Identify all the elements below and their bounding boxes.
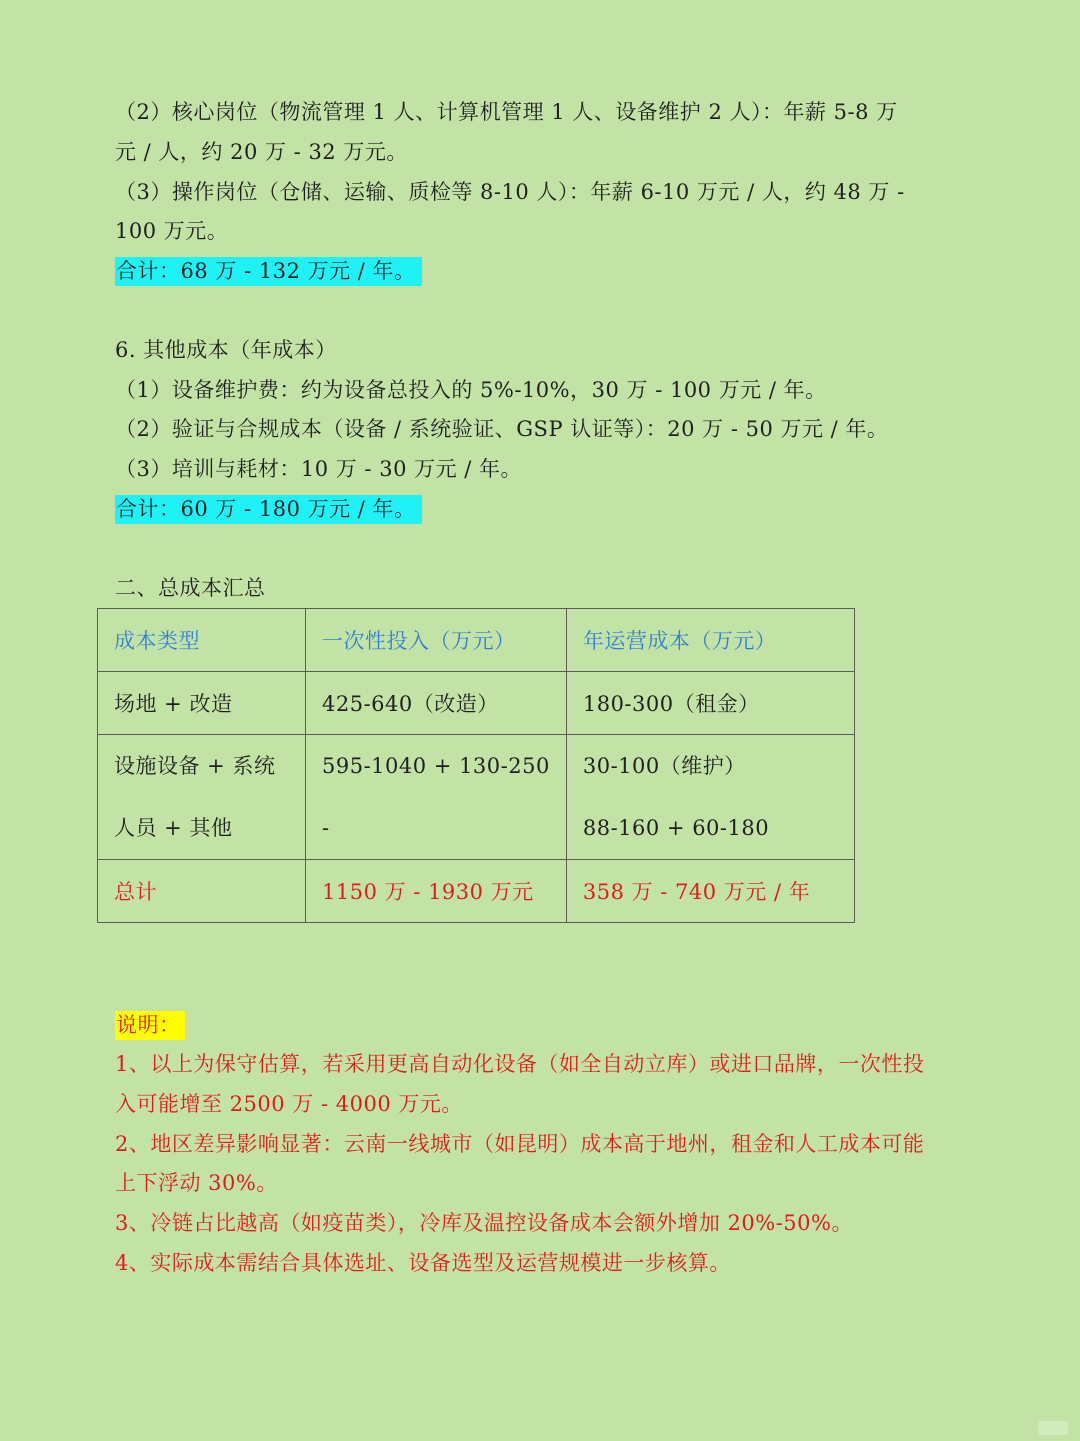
row1-one-time: 425-640（改造） [306, 672, 567, 735]
section6-item3: （3）培训与耗材：10 万 - 30 万元 / 年。 [115, 457, 523, 481]
section5-line3: （3）操作岗位（仓储、运输、质检等 8-10 人）：年薪 6-10 万元 / 人，约 48 万 - [115, 180, 905, 204]
section5-line4: 100 万元。 [115, 219, 229, 243]
table-header-row [98, 609, 855, 672]
row2a-type: 设施设备 + 系统 [114, 754, 276, 778]
notes-label: 说明： [115, 1011, 185, 1040]
header-cost-type: 成本类型 [98, 609, 306, 672]
notes-label-line [115, 1005, 970, 1045]
note3: 3、冷链占比越高（如疫苗类），冷库及温控设备成本会额外增加 20%-50%。 [115, 1211, 853, 1235]
section6-item1: （1）设备维护费：约为设备总投入的 5%-10%，30 万 - 100 万元 / 年。 [115, 378, 827, 402]
section6-total: 合计：60 万 - 180 万元 / 年。 [115, 495, 422, 524]
row2a-annual: 30-100（维护） [582, 754, 746, 778]
note1-line1: 1、以上为保守估算，若采用更高自动化设备（如全自动立库）或进口品牌，一次性投 [115, 1052, 925, 1076]
section6-item2: （2）验证与合规成本（设备 / 系统验证、GSP 认证等）：20 万 - 50 万元 / 年。 [115, 417, 889, 441]
watermark-badge [1038, 1421, 1068, 1435]
total-annual: 358 万 - 740 万元 / 年 [566, 860, 854, 923]
section5-line2: 元 / 人，约 20 万 - 32 万元。 [115, 140, 408, 164]
row1-annual: 180-300（租金） [566, 672, 854, 735]
row2b-type: 人员 + 其他 [114, 816, 233, 840]
row2-type-cell [98, 735, 306, 860]
table-row [98, 672, 855, 735]
table-total-row [98, 860, 855, 923]
header-one-time-investment: 一次性投入（万元） [306, 609, 567, 672]
row2-annual-cell [566, 735, 854, 860]
summary-heading: 二、总成本汇总 [115, 576, 266, 600]
note1-line2: 入可能增至 2500 万 - 4000 万元。 [115, 1092, 463, 1116]
row2b-annual: 88-160 + 60-180 [582, 816, 770, 840]
cost-summary-table [97, 608, 855, 923]
total-label: 总计 [98, 860, 306, 923]
row2a-one-time: 595-1040 + 130-250 [322, 754, 550, 778]
row2-one-time-cell [306, 735, 567, 860]
table-row [98, 735, 855, 860]
note2-line2: 上下浮动 30%。 [115, 1171, 278, 1195]
section6-heading: 6. 其他成本（年成本） [115, 338, 337, 362]
total-one-time: 1150 万 - 1930 万元 [306, 860, 567, 923]
note2-line1: 2、地区差异影响显著：云南一线城市（如昆明）成本高于地州，租金和人工成本可能 [115, 1132, 925, 1156]
section5-total-line [115, 251, 970, 291]
header-annual-operating-cost: 年运营成本（万元） [566, 609, 854, 672]
section5-line1: （2）核心岗位（物流管理 1 人、计算机管理 1 人、设备维护 2 人）：年薪 5-8 万 [115, 100, 898, 124]
note4: 4、实际成本需结合具体选址、设备选型及运营规模进一步核算。 [115, 1251, 731, 1275]
section6-total-line [115, 489, 970, 529]
section5-total: 合计：68 万 - 132 万元 / 年。 [115, 257, 422, 286]
row1-type: 场地 + 改造 [98, 672, 306, 735]
row2b-one-time: - [322, 816, 330, 840]
